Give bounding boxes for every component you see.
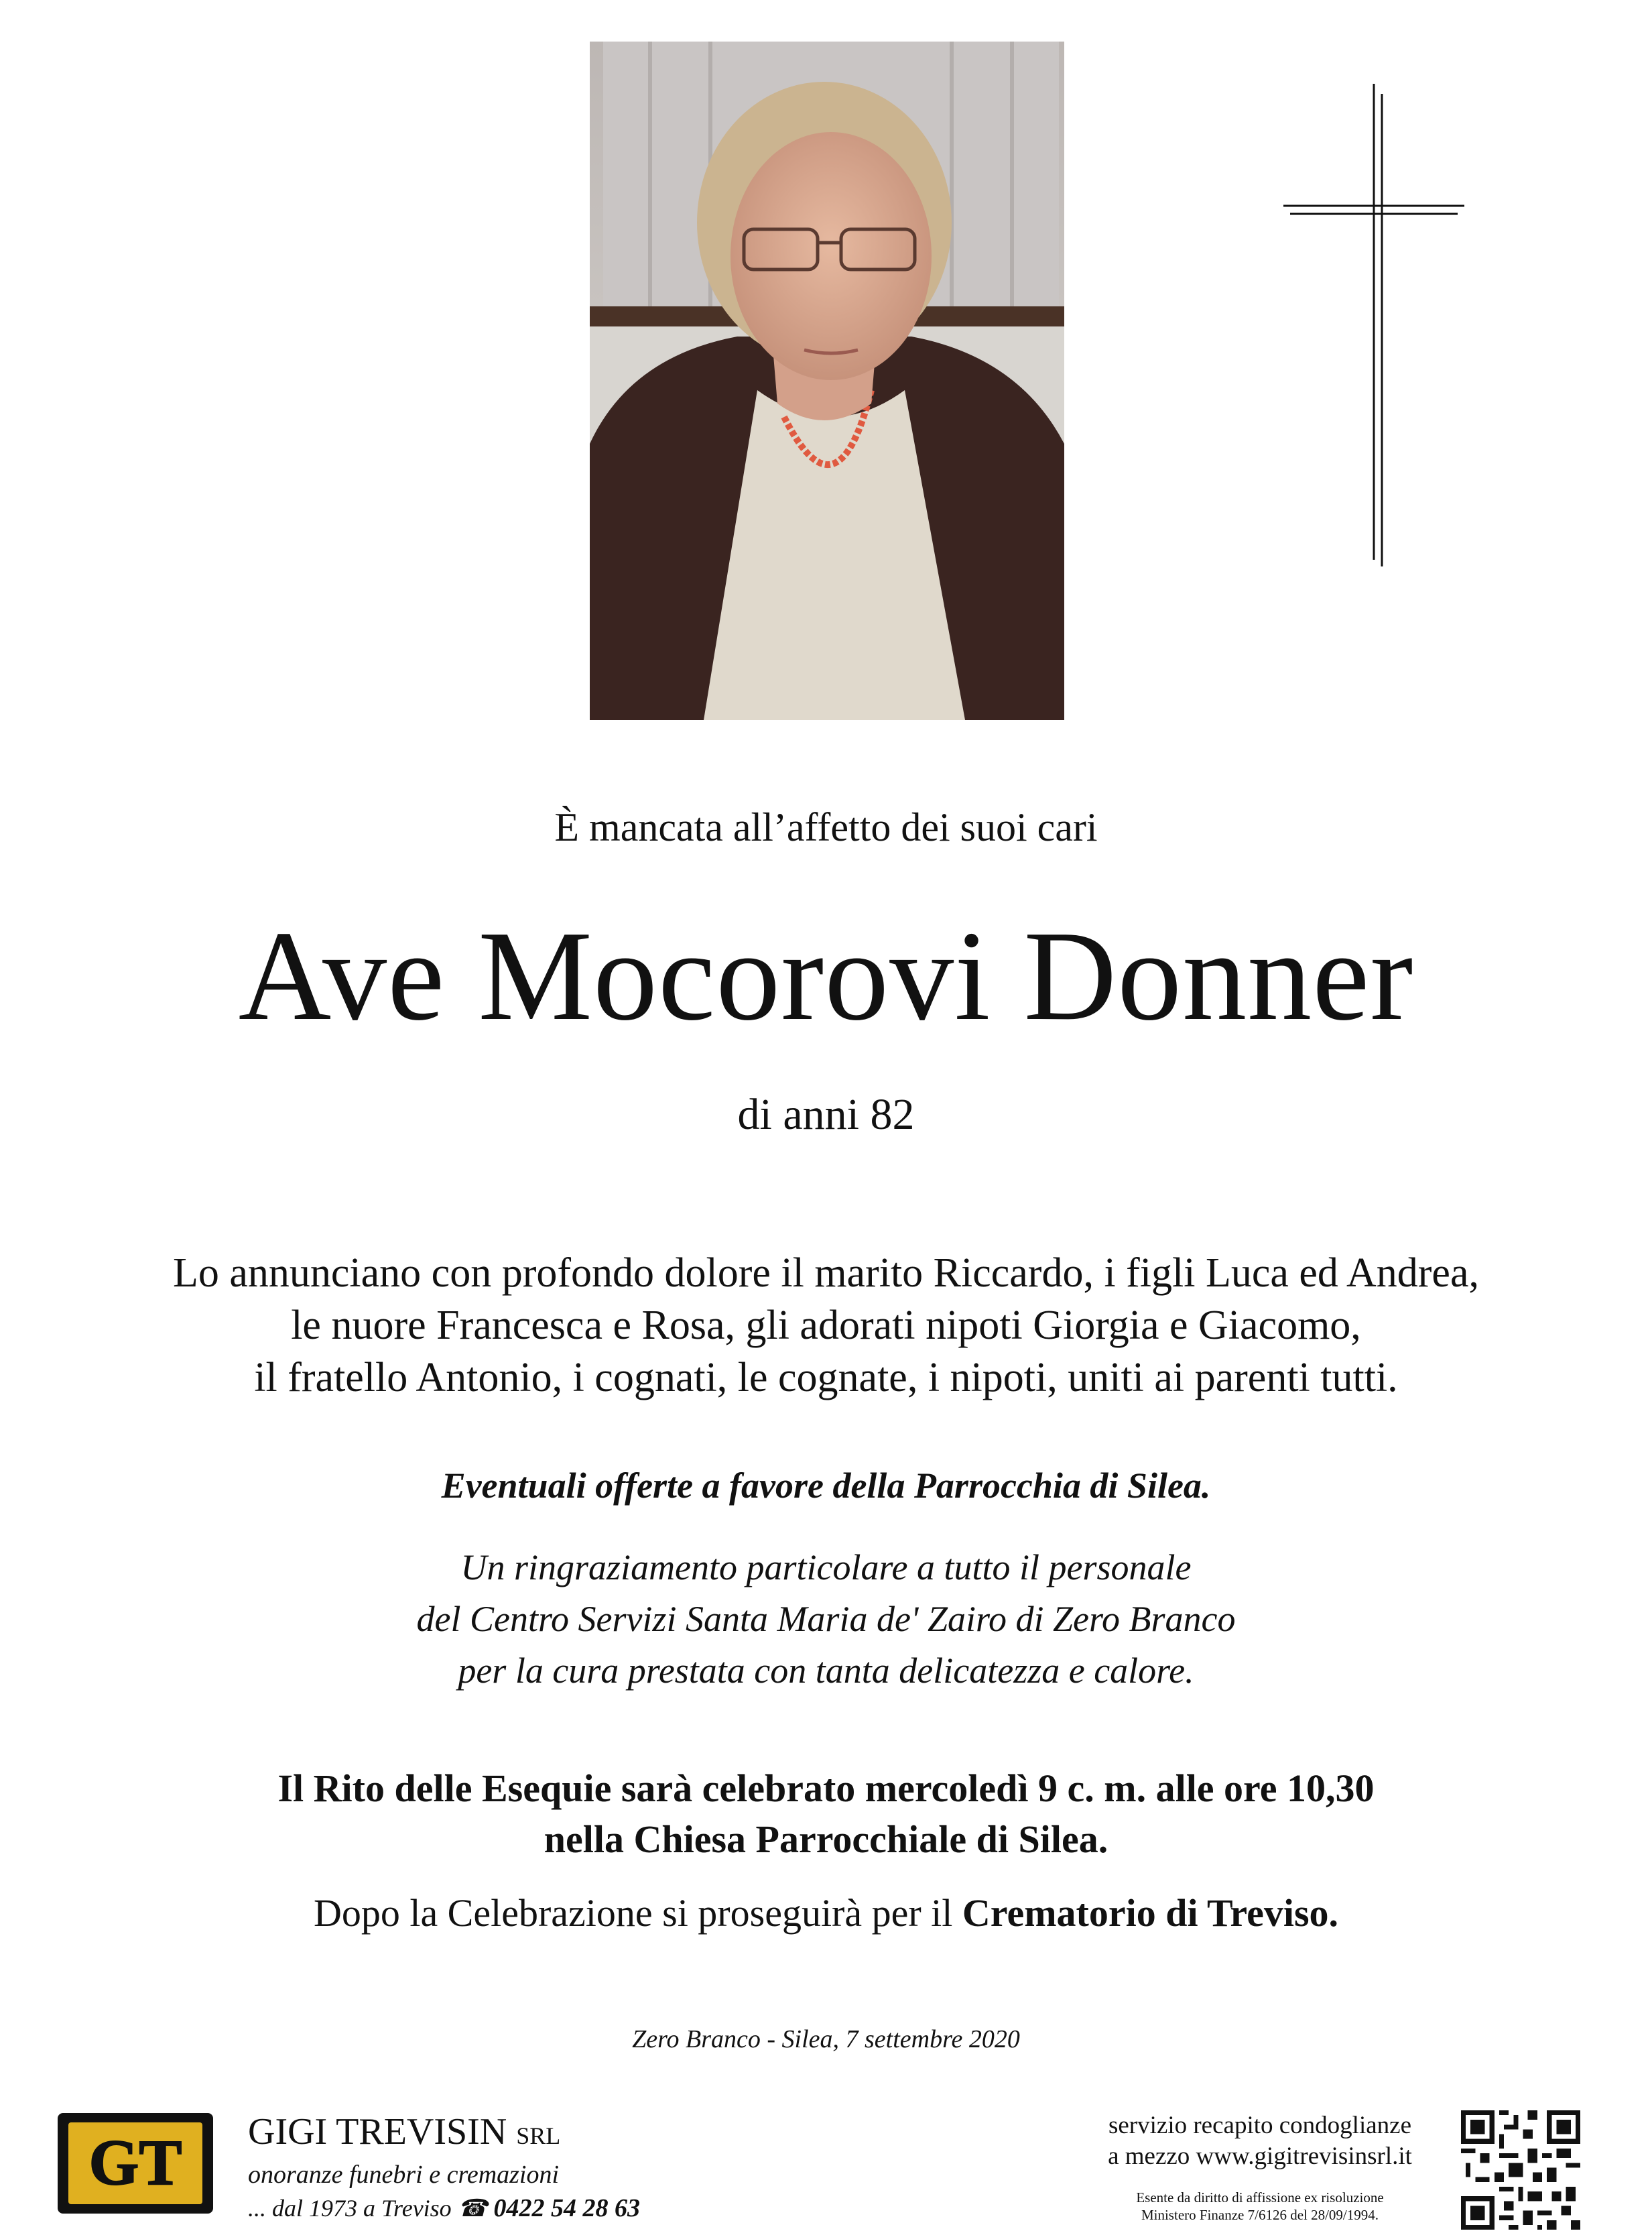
intro-text: È mancata all’affetto dei suoi cari <box>554 805 1098 849</box>
dateline: Zero Branco - Silea, 7 settembre 2020 <box>632 2025 1020 2053</box>
condolences-line: servizio recapito condoglianze <box>1108 2112 1412 2139</box>
deceased-name: Ave Mocorovi Donner <box>238 904 1414 1047</box>
logo-letters: GT <box>88 2126 182 2198</box>
thanks-line: per la cura prestata con tanta delicatezza e calore. <box>458 1650 1194 1691</box>
exemption-block <box>1045 2189 1474 2224</box>
qr-code-icon[interactable] <box>1461 2110 1580 2230</box>
phone-icon: ☎ <box>457 2195 488 2222</box>
since-text: ... dal 1973 a Treviso <box>248 2195 452 2222</box>
announcement-line: il fratello Antonio, i cognati, le cognate, i nipoti, uniti ai parenti tutti. <box>254 1355 1398 1400</box>
phone-number: 0422 54 28 63 <box>493 2194 641 2222</box>
announcement-line: Lo annunciano con profondo dolore il marito Riccardo, i figli Luca ed Andrea, <box>173 1250 1479 1296</box>
announcement-line: le nuore Francesca e Rosa, gli adorati nipoti Giorgia e Giacomo, <box>291 1303 1361 1348</box>
crematorium-name: Crematorio di Treviso. <box>962 1891 1339 1935</box>
logo-mark <box>68 2122 202 2204</box>
offers-text: Eventuali offerte a favore della Parrocchia di Silea. <box>441 1465 1211 1506</box>
company-since <box>248 2193 640 2223</box>
age-text: di anni 82 <box>737 1090 915 1139</box>
portrait-photo <box>590 42 1064 720</box>
after-prefix: Dopo la Celebrazione si proseguirà per il <box>313 1891 962 1935</box>
thanks-line: del Centro Servizi Santa Maria de' Zairo di Zero Branco <box>416 1599 1236 1639</box>
funeral-block <box>0 1763 1652 1865</box>
funeral-line: Il Rito delle Esequie sarà celebrato mercoledì 9 c. m. alle ore 10,30 <box>277 1766 1375 1810</box>
company-suffix: SRL <box>516 2122 561 2149</box>
condolences-line[interactable]: a mezzo www.gigitrevisinsrl.it <box>1108 2143 1412 2170</box>
company-logo <box>58 2113 213 2214</box>
company-name-text: GIGI TREVISIN <box>248 2111 507 2153</box>
thanks-line: Un ringraziamento particolare a tutto il personale <box>460 1547 1192 1587</box>
exemption-line: Esente da diritto di affissione ex risoluzione <box>1136 2189 1384 2206</box>
exemption-line: Ministero Finanze 7/6126 del 28/09/1994. <box>1141 2207 1379 2223</box>
company-name <box>248 2110 560 2153</box>
after-ceremony-text <box>0 1890 1652 1935</box>
company-subtitle: onoranze funebri e cremazioni <box>248 2161 560 2189</box>
funeral-line: nella Chiesa Parrocchiale di Silea. <box>544 1817 1108 1861</box>
cross-icon <box>1280 84 1468 566</box>
announcement-block <box>0 1247 1652 1404</box>
logo-plate <box>68 2122 202 2204</box>
thanks-block <box>0 1542 1652 1697</box>
condolences-block <box>1045 2110 1474 2172</box>
portrait-image <box>590 42 1064 720</box>
